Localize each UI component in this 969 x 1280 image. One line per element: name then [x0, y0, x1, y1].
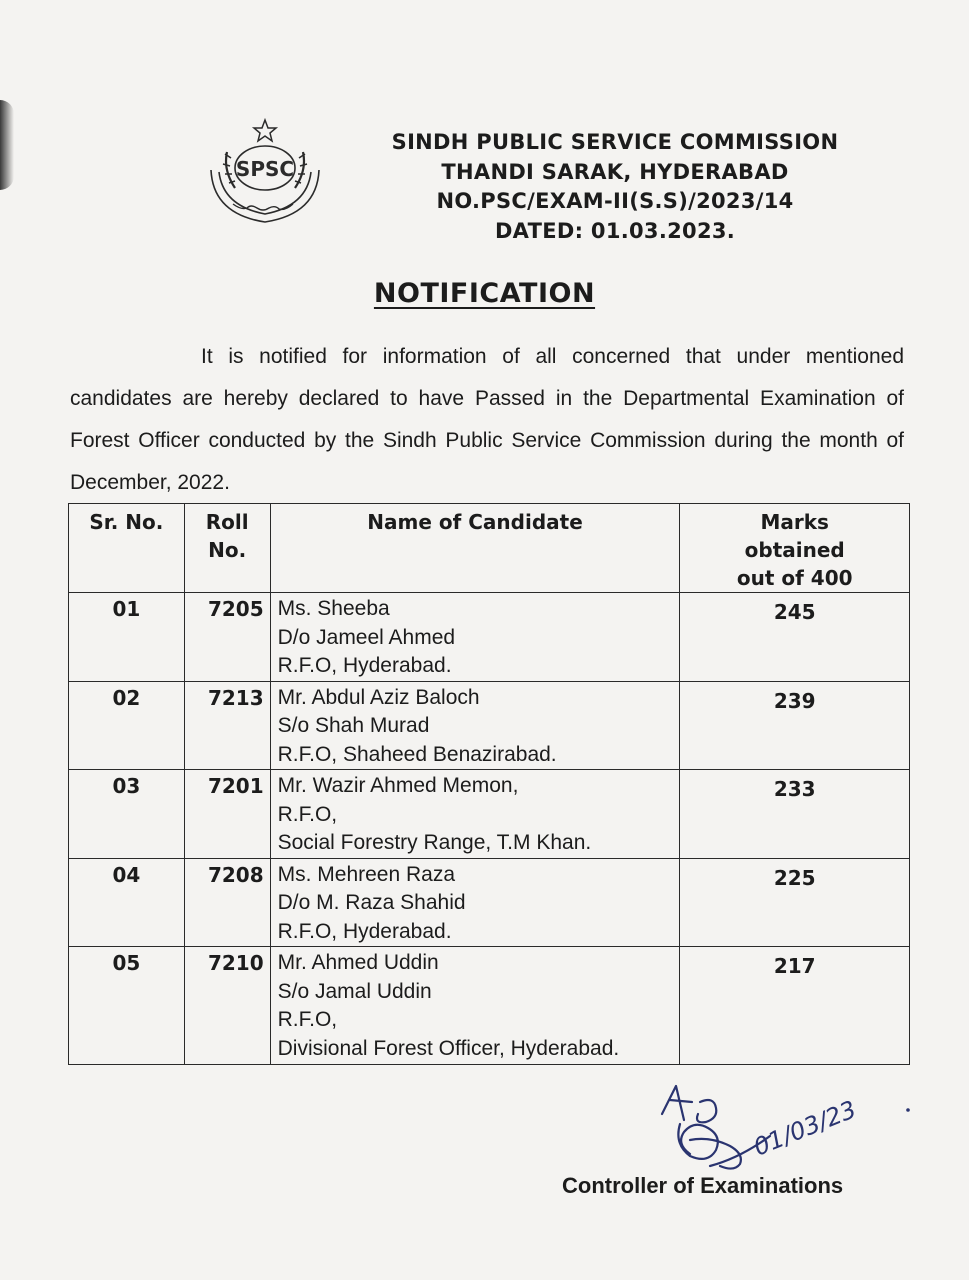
- candidate-parentage: S/o Shah Murad: [277, 714, 430, 737]
- handwritten-signature: [640, 1080, 920, 1180]
- candidate-name: Ms. Sheeba: [277, 597, 390, 620]
- candidate-parentage: D/o Jameel Ahmed: [277, 625, 456, 649]
- roll-no-cell: 7208: [184, 858, 270, 947]
- roll-no-cell: 7213: [184, 681, 270, 770]
- candidate-designation: R.F.O,: [277, 802, 338, 826]
- header-roll-no: [184, 504, 270, 593]
- roll-no-cell: 7201: [184, 770, 270, 859]
- page-edge-shadow: [0, 100, 14, 190]
- candidate-name: Mr. Wazir Ahmed Memon,: [277, 774, 519, 797]
- reference-number: NO.PSC/EXAM-II(S.S)/2023/14: [436, 189, 794, 213]
- table-row: [69, 770, 910, 859]
- intro-paragraph: It is notified for information of all concerned that under mentioned candidates are hereby declared to have Passed in the Departmental Examination of Forest Officer conducted by the Sindh Public Service Commission during the month of December, 2022.: [70, 345, 904, 494]
- sr-no-cell: 01: [69, 593, 185, 682]
- header-roll-line2: No.: [208, 538, 247, 562]
- candidate-name: Mr. Abdul Aziz Baloch: [277, 685, 480, 709]
- sr-no-cell: 04: [69, 858, 185, 947]
- candidate-name-cell: [270, 858, 680, 947]
- table-row: [69, 858, 910, 947]
- sr-no-cell: 02: [69, 681, 185, 770]
- candidate-posting: R.F.O, Shaheed Benazirabad.: [277, 742, 557, 766]
- candidate-name: Mr. Ahmed Uddin: [277, 951, 439, 974]
- header-candidate-name: Name of Candidate: [270, 504, 680, 593]
- candidate-posting: Divisional Forest Officer, Hyderabad.: [277, 1036, 620, 1060]
- letterhead: [350, 128, 880, 246]
- commission-address: THANDI SARAK, HYDERABAD: [441, 159, 789, 184]
- table-row: [69, 593, 910, 682]
- notification-title-wrap: [0, 278, 969, 309]
- header-marks-line3: out of 400: [736, 566, 853, 590]
- marks-cell: 245: [680, 593, 910, 682]
- candidate-parentage: S/o Jamal Uddin: [277, 979, 432, 1003]
- candidate-name-cell: [270, 770, 680, 859]
- marks-cell: 239: [680, 681, 910, 770]
- candidate-posting: R.F.O, Hyderabad.: [277, 654, 452, 677]
- notification-date: DATED: 01.03.2023.: [494, 218, 736, 243]
- commission-name: SINDH PUBLIC SERVICE COMMISSION: [391, 130, 839, 154]
- emblem-monogram: SPSC: [235, 157, 295, 181]
- candidate-name-cell: [270, 681, 680, 770]
- table-header-row: [69, 504, 910, 593]
- candidate-posting: Social Forestry Range, T.M Khan.: [277, 831, 592, 854]
- marks-cell: 217: [680, 947, 910, 1065]
- roll-no-cell: 7210: [184, 947, 270, 1065]
- spsc-emblem-logo: [205, 118, 325, 226]
- table-row: [69, 681, 910, 770]
- candidate-name-cell: [270, 593, 680, 682]
- sr-no-cell: 03: [69, 770, 185, 859]
- signature-date: 01/03/23: [749, 1095, 861, 1162]
- candidate-name: Ms. Mehreen Raza: [277, 862, 456, 886]
- header-sr-no: Sr. No.: [69, 504, 185, 593]
- header-marks: [680, 504, 910, 593]
- results-table: [68, 503, 910, 1065]
- marks-cell: 233: [680, 770, 910, 859]
- candidate-posting: R.F.O, Hyderabad.: [277, 919, 452, 943]
- candidate-name-cell: [270, 947, 680, 1065]
- table-row: [69, 947, 910, 1065]
- designation-label: Controller of Examinations: [562, 1173, 844, 1198]
- candidate-designation: R.F.O,: [277, 1008, 338, 1031]
- header-marks-line1: Marks: [760, 510, 829, 534]
- roll-no-cell: 7205: [184, 593, 270, 682]
- notification-title: NOTIFICATION: [373, 278, 596, 309]
- header-roll-line1: Roll: [205, 510, 249, 534]
- sr-no-cell: 05: [69, 947, 185, 1065]
- marks-cell: 225: [680, 858, 910, 947]
- header-marks-line2: obtained: [744, 538, 845, 562]
- candidate-parentage: D/o M. Raza Shahid: [277, 891, 466, 914]
